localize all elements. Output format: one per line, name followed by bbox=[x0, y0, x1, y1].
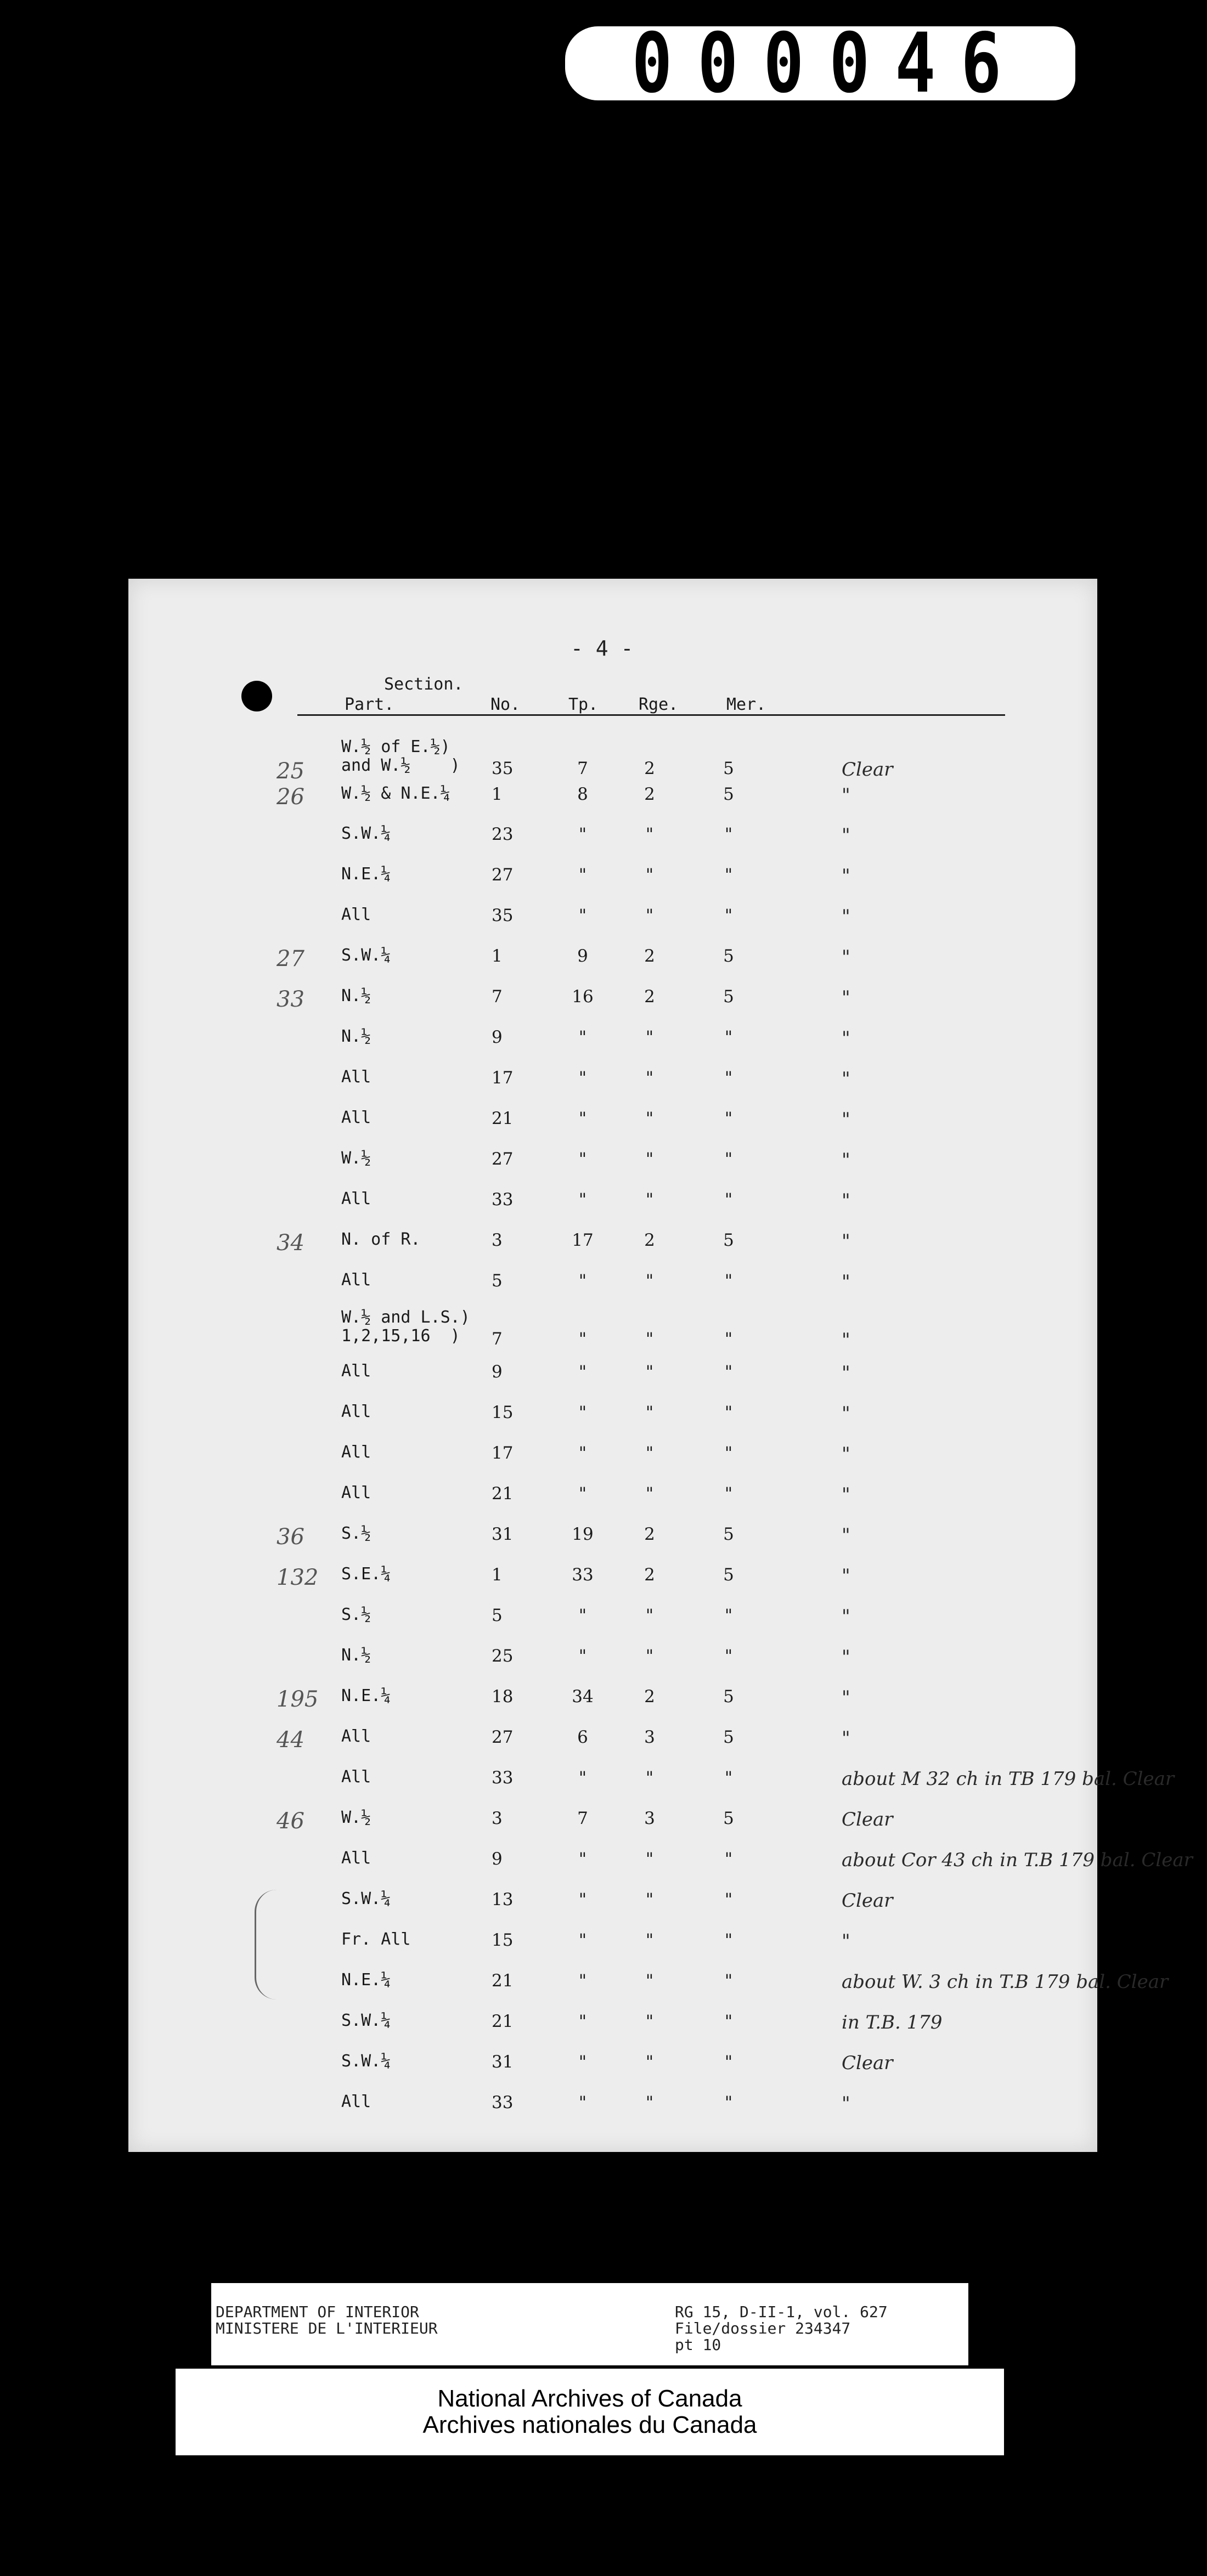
cell-note: Clear bbox=[842, 2052, 893, 2074]
cell-part: S.W.¼ bbox=[341, 1889, 391, 1908]
table-row bbox=[128, 1068, 1097, 1101]
cell-rge: 2 bbox=[644, 759, 655, 778]
cell-mer: " bbox=[724, 1890, 733, 1910]
cell-rge: " bbox=[645, 1646, 654, 1666]
cell-note: " bbox=[842, 1109, 850, 1131]
archives-name-en: National Archives of Canada bbox=[437, 2385, 742, 2412]
cell-part: All bbox=[341, 1767, 371, 1787]
cell-rge: " bbox=[645, 1109, 654, 1128]
cell-note: about W. 3 ch in T.B 179 bal. Clear bbox=[842, 1971, 1169, 1993]
cell-part: S.E.¼ bbox=[341, 1564, 391, 1584]
cell-part: S.W.¼ bbox=[341, 946, 391, 965]
cell-part: All bbox=[341, 1270, 371, 1290]
cell-part: All bbox=[341, 1483, 371, 1502]
cell-mer: " bbox=[724, 1149, 733, 1169]
table-row bbox=[128, 737, 1097, 784]
cell-part: All bbox=[341, 1402, 371, 1421]
cell-tp: 9 bbox=[577, 946, 588, 966]
cell-tp: 7 bbox=[577, 1809, 588, 1828]
page-number: - 4 - bbox=[571, 636, 634, 660]
cell-no: 5 bbox=[492, 1271, 503, 1291]
cell-part: W.½ & N.E.¼ bbox=[341, 784, 450, 803]
table-row bbox=[128, 1230, 1097, 1263]
cell-part: S.W.¼ bbox=[341, 2052, 391, 2071]
cell-rge: " bbox=[645, 2012, 654, 2031]
cell-rge: " bbox=[645, 2052, 654, 2072]
cell-no: 21 bbox=[492, 1971, 514, 1991]
cell-part: N.E.¼ bbox=[341, 1686, 391, 1705]
cell-no: 1 bbox=[492, 1565, 503, 1585]
cell-part: All bbox=[341, 1443, 371, 1462]
cell-margin: 34 bbox=[277, 1230, 304, 1256]
cell-note: " bbox=[842, 1027, 850, 1049]
cell-tp: " bbox=[578, 1329, 587, 1349]
cell-tp: " bbox=[578, 1027, 587, 1047]
cell-tp: 8 bbox=[577, 784, 588, 804]
cell-mer: " bbox=[724, 2052, 733, 2072]
cell-mer: " bbox=[724, 1329, 733, 1349]
table-row bbox=[128, 1687, 1097, 1720]
cell-mer: 5 bbox=[723, 1809, 734, 1828]
cell-mer: 5 bbox=[723, 1727, 734, 1747]
cell-part: All bbox=[341, 1849, 371, 1868]
table-row bbox=[128, 1727, 1097, 1760]
header-no: No. bbox=[490, 695, 521, 714]
cell-no: 13 bbox=[492, 1890, 514, 1910]
cell-rge: 2 bbox=[644, 987, 655, 1007]
cell-rge: " bbox=[645, 1443, 654, 1463]
cell-mer: 5 bbox=[723, 987, 734, 1007]
reference-file: File/dossier 234347 bbox=[675, 2319, 851, 2337]
archives-name-fr: Archives nationales du Canada bbox=[422, 2411, 757, 2438]
table-row bbox=[128, 865, 1097, 898]
department-en: DEPARTMENT OF INTERIOR bbox=[216, 2303, 419, 2321]
cell-rge: " bbox=[645, 824, 654, 844]
cell-no: 15 bbox=[492, 1403, 514, 1422]
cell-tp: 17 bbox=[572, 1230, 594, 1250]
cell-tp: " bbox=[578, 1443, 587, 1463]
cell-no: 33 bbox=[492, 2093, 514, 2112]
cell-tp: " bbox=[578, 824, 587, 844]
cell-rge: " bbox=[645, 1329, 654, 1349]
cell-rge: 2 bbox=[644, 1230, 655, 1250]
cell-note: " bbox=[842, 1646, 850, 1668]
reference-label bbox=[675, 2304, 888, 2353]
cell-tp: " bbox=[578, 1068, 587, 1088]
cell-mer: " bbox=[724, 1109, 733, 1128]
cell-no: 21 bbox=[492, 1109, 514, 1128]
cell-no: 21 bbox=[492, 1484, 514, 1504]
cell-mer: 5 bbox=[723, 1524, 734, 1544]
cell-rge: 2 bbox=[644, 784, 655, 804]
cell-mer: 5 bbox=[723, 1565, 734, 1585]
cell-rge: " bbox=[645, 1403, 654, 1422]
table-row bbox=[128, 906, 1097, 939]
cell-no: 25 bbox=[492, 1646, 514, 1666]
cell-tp: " bbox=[578, 1768, 587, 1788]
cell-tp: " bbox=[578, 1149, 587, 1169]
cell-tp: " bbox=[578, 1403, 587, 1422]
cell-tp: 19 bbox=[572, 1524, 594, 1544]
cell-rge: " bbox=[645, 906, 654, 925]
reference-volume: RG 15, D-II-1, vol. 627 bbox=[675, 2303, 888, 2321]
cell-mer: " bbox=[724, 1768, 733, 1788]
cell-margin: 44 bbox=[277, 1727, 304, 1753]
header-rge: Rge. bbox=[639, 695, 679, 714]
cell-rge: " bbox=[645, 1606, 654, 1625]
cell-rge: " bbox=[645, 1027, 654, 1047]
cell-part: N. of R. bbox=[341, 1230, 421, 1249]
table-row bbox=[128, 1149, 1097, 1182]
cell-margin: 25 bbox=[277, 759, 304, 784]
cell-no: 15 bbox=[492, 1930, 514, 1950]
cell-note: " bbox=[842, 1930, 850, 1952]
cell-no: 17 bbox=[492, 1068, 514, 1088]
cell-mer: " bbox=[724, 865, 733, 885]
cell-no: 1 bbox=[492, 784, 503, 804]
cell-note: " bbox=[842, 1524, 850, 1546]
archives-banner bbox=[176, 2369, 1004, 2455]
cell-note: " bbox=[842, 1329, 850, 1351]
cell-part: W.½ and L.S.) 1,2,15,16 ) bbox=[341, 1308, 470, 1346]
archive-label bbox=[211, 2283, 968, 2365]
cell-part: Fr. All bbox=[341, 1930, 411, 1949]
cell-tp: " bbox=[578, 1109, 587, 1128]
cell-tp: 34 bbox=[572, 1687, 594, 1707]
table-row bbox=[128, 2093, 1097, 2126]
department-label bbox=[216, 2304, 438, 2337]
header-part: Part. bbox=[345, 695, 394, 714]
cell-margin: 26 bbox=[277, 784, 304, 810]
frame-number-strip bbox=[565, 15, 1075, 111]
cell-no: 9 bbox=[492, 1849, 503, 1869]
cell-tp: " bbox=[578, 1971, 587, 1991]
cell-part: S.½ bbox=[341, 1605, 371, 1624]
table-row bbox=[128, 1362, 1097, 1395]
cell-mer: " bbox=[724, 1190, 733, 1210]
cell-margin: 36 bbox=[277, 1524, 304, 1550]
reference-part: pt 10 bbox=[675, 2336, 721, 2354]
frame-number: 000046 bbox=[631, 15, 1027, 111]
cell-note: " bbox=[842, 2093, 850, 2115]
cell-mer: " bbox=[724, 906, 733, 925]
cell-no: 33 bbox=[492, 1190, 514, 1210]
cell-mer: 5 bbox=[723, 1687, 734, 1707]
cell-no: 1 bbox=[492, 946, 503, 966]
cell-note: " bbox=[842, 946, 850, 968]
cell-part: N.½ bbox=[341, 1027, 371, 1046]
cell-mer: " bbox=[724, 2093, 733, 2112]
cell-margin: 27 bbox=[277, 946, 304, 971]
cell-no: 35 bbox=[492, 906, 514, 925]
cell-note: " bbox=[842, 784, 850, 806]
cell-rge: " bbox=[645, 2093, 654, 2112]
cell-rge: 3 bbox=[644, 1809, 655, 1828]
cell-margin: 33 bbox=[277, 987, 304, 1012]
cell-mer: 5 bbox=[723, 759, 734, 778]
cell-part: S.½ bbox=[341, 1524, 371, 1543]
cell-part: N.E.¼ bbox=[341, 1970, 391, 1990]
cell-no: 35 bbox=[492, 759, 514, 778]
cell-rge: 2 bbox=[644, 1524, 655, 1544]
cell-note: Clear bbox=[842, 1890, 893, 1912]
cell-tp: 6 bbox=[577, 1727, 588, 1747]
cell-mer: " bbox=[724, 1646, 733, 1666]
table-row bbox=[128, 1190, 1097, 1223]
cell-mer: 5 bbox=[723, 784, 734, 804]
margin-bracket bbox=[255, 1890, 278, 1999]
header-tp: Tp. bbox=[568, 695, 599, 714]
cell-part: S.W.¼ bbox=[341, 2011, 391, 2030]
header-mer: Mer. bbox=[726, 695, 766, 714]
table-row bbox=[128, 1308, 1097, 1351]
cell-margin: 195 bbox=[277, 1687, 319, 1712]
cell-no: 5 bbox=[492, 1606, 503, 1625]
cell-note: " bbox=[842, 1727, 850, 1749]
cell-part: All bbox=[341, 1362, 371, 1381]
cell-rge: " bbox=[645, 1362, 654, 1382]
cell-no: 27 bbox=[492, 865, 514, 885]
cell-note: " bbox=[842, 1403, 850, 1425]
cell-note: " bbox=[842, 1271, 850, 1293]
cell-part: All bbox=[341, 1189, 371, 1208]
cell-part: W.½ bbox=[341, 1808, 371, 1827]
cell-note: " bbox=[842, 865, 850, 887]
table-row bbox=[128, 2052, 1097, 2085]
table-row bbox=[128, 1484, 1097, 1517]
cell-part: N.½ bbox=[341, 986, 371, 1005]
table-row bbox=[128, 946, 1097, 979]
cell-rge: " bbox=[645, 1484, 654, 1504]
cell-note: " bbox=[842, 1443, 850, 1465]
cell-tp: " bbox=[578, 1646, 587, 1666]
table-row bbox=[128, 1271, 1097, 1304]
cell-part: All bbox=[341, 1727, 371, 1746]
cell-note: " bbox=[842, 1687, 850, 1709]
cell-mer: " bbox=[724, 824, 733, 844]
cell-note: " bbox=[842, 824, 850, 846]
cell-rge: 2 bbox=[644, 946, 655, 966]
cell-tp: " bbox=[578, 2093, 587, 2112]
cell-note: in T.B. 179 bbox=[842, 2012, 943, 2033]
cell-part: W.½ of E.½) and W.½ ) bbox=[341, 737, 460, 775]
cell-mer: " bbox=[724, 1443, 733, 1463]
cell-note: " bbox=[842, 906, 850, 928]
cell-rge: 2 bbox=[644, 1687, 655, 1707]
department-fr: MINISTERE DE L'INTERIEUR bbox=[216, 2319, 438, 2337]
cell-note: " bbox=[842, 1484, 850, 1506]
cell-note: Clear bbox=[842, 1809, 893, 1831]
cell-note: " bbox=[842, 1149, 850, 1171]
cell-rge: " bbox=[645, 1849, 654, 1869]
table-row bbox=[128, 1767, 1175, 1801]
cell-rge: " bbox=[645, 1190, 654, 1210]
cell-tp: " bbox=[578, 2012, 587, 2031]
cell-rge: " bbox=[645, 1890, 654, 1910]
cell-mer: " bbox=[724, 1403, 733, 1422]
cell-part: N.E.¼ bbox=[341, 865, 391, 884]
cell-no: 17 bbox=[492, 1443, 514, 1463]
table-row bbox=[128, 2012, 1097, 2044]
cell-note: Clear bbox=[842, 759, 893, 781]
cell-margin: 132 bbox=[277, 1565, 319, 1590]
cell-note: about Cor 43 ch in T.B 179 bal. Clear bbox=[842, 1849, 1193, 1871]
cell-no: 9 bbox=[492, 1362, 503, 1382]
cell-no: 7 bbox=[492, 1329, 503, 1349]
cell-note: " bbox=[842, 1362, 850, 1384]
cell-rge: 3 bbox=[644, 1727, 655, 1747]
cell-note: " bbox=[842, 1190, 850, 1212]
cell-tp: 16 bbox=[572, 987, 594, 1007]
cell-mer: " bbox=[724, 1484, 733, 1504]
table-row bbox=[128, 1027, 1097, 1060]
table-row bbox=[128, 1443, 1097, 1476]
cell-part: All bbox=[341, 1067, 371, 1087]
cell-no: 7 bbox=[492, 987, 503, 1007]
cell-mer: " bbox=[724, 1849, 733, 1869]
table-row bbox=[128, 1849, 1193, 1882]
cell-part: All bbox=[341, 1108, 371, 1127]
cell-rge: " bbox=[645, 1930, 654, 1950]
cell-rge: " bbox=[645, 1971, 654, 1991]
cell-no: 31 bbox=[492, 2052, 514, 2072]
cell-no: 31 bbox=[492, 1524, 514, 1544]
cell-margin: 46 bbox=[277, 1809, 304, 1834]
cell-tp: " bbox=[578, 906, 587, 925]
cell-mer: " bbox=[724, 2012, 733, 2031]
cell-rge: " bbox=[645, 1068, 654, 1088]
cell-tp: " bbox=[578, 1849, 587, 1869]
cell-mer: " bbox=[724, 1930, 733, 1950]
cell-mer: " bbox=[724, 1271, 733, 1291]
cell-rge: " bbox=[645, 1149, 654, 1169]
cell-no: 27 bbox=[492, 1149, 514, 1169]
cell-no: 3 bbox=[492, 1809, 503, 1828]
cell-tp: " bbox=[578, 1606, 587, 1625]
header-section: Section. bbox=[384, 675, 464, 694]
cell-no: 3 bbox=[492, 1230, 503, 1250]
cell-part: W.½ bbox=[341, 1149, 371, 1168]
table-row bbox=[128, 1606, 1097, 1639]
table-row bbox=[128, 1524, 1097, 1557]
cell-tp: " bbox=[578, 2052, 587, 2072]
cell-rge: " bbox=[645, 865, 654, 885]
cell-mer: " bbox=[724, 1068, 733, 1088]
cell-tp: " bbox=[578, 865, 587, 885]
cell-mer: 5 bbox=[723, 946, 734, 966]
table-row bbox=[128, 1109, 1097, 1142]
table-row bbox=[128, 824, 1097, 857]
punch-hole bbox=[241, 681, 272, 711]
cell-part: S.W.¼ bbox=[341, 824, 391, 843]
document-page bbox=[128, 579, 1193, 2152]
table-row bbox=[128, 1809, 1097, 1841]
table-row bbox=[128, 784, 1097, 817]
table-row bbox=[128, 1565, 1097, 1598]
cell-tp: 7 bbox=[577, 759, 588, 778]
cell-mer: " bbox=[724, 1027, 733, 1047]
cell-no: 23 bbox=[492, 824, 514, 844]
cell-part: All bbox=[341, 905, 371, 924]
cell-tp: 33 bbox=[572, 1565, 594, 1585]
cell-no: 27 bbox=[492, 1727, 514, 1747]
cell-tp: " bbox=[578, 1362, 587, 1382]
cell-rge: 2 bbox=[644, 1565, 655, 1585]
cell-mer: " bbox=[724, 1606, 733, 1625]
cell-tp: " bbox=[578, 1484, 587, 1504]
cell-no: 9 bbox=[492, 1027, 503, 1047]
cell-part: N.½ bbox=[341, 1646, 371, 1665]
cell-tp: " bbox=[578, 1930, 587, 1950]
table-row bbox=[128, 987, 1097, 1020]
cell-no: 18 bbox=[492, 1687, 514, 1707]
cell-note: " bbox=[842, 1068, 850, 1090]
header-rule bbox=[297, 714, 1005, 716]
cell-note: about M 32 ch in TB 179 bal. Clear bbox=[842, 1768, 1175, 1790]
cell-tp: " bbox=[578, 1271, 587, 1291]
cell-part: All bbox=[341, 2092, 371, 2111]
cell-mer: " bbox=[724, 1362, 733, 1382]
table-row bbox=[128, 1403, 1097, 1436]
cell-note: " bbox=[842, 1230, 850, 1252]
cell-note: " bbox=[842, 987, 850, 1009]
cell-rge: " bbox=[645, 1271, 654, 1291]
cell-no: 33 bbox=[492, 1768, 514, 1788]
cell-mer: " bbox=[724, 1971, 733, 1991]
table-row bbox=[128, 1646, 1097, 1679]
cell-mer: 5 bbox=[723, 1230, 734, 1250]
cell-note: " bbox=[842, 1565, 850, 1587]
cell-no: 21 bbox=[492, 2012, 514, 2031]
cell-note: " bbox=[842, 1606, 850, 1628]
cell-tp: " bbox=[578, 1190, 587, 1210]
cell-rge: " bbox=[645, 1768, 654, 1788]
cell-tp: " bbox=[578, 1890, 587, 1910]
